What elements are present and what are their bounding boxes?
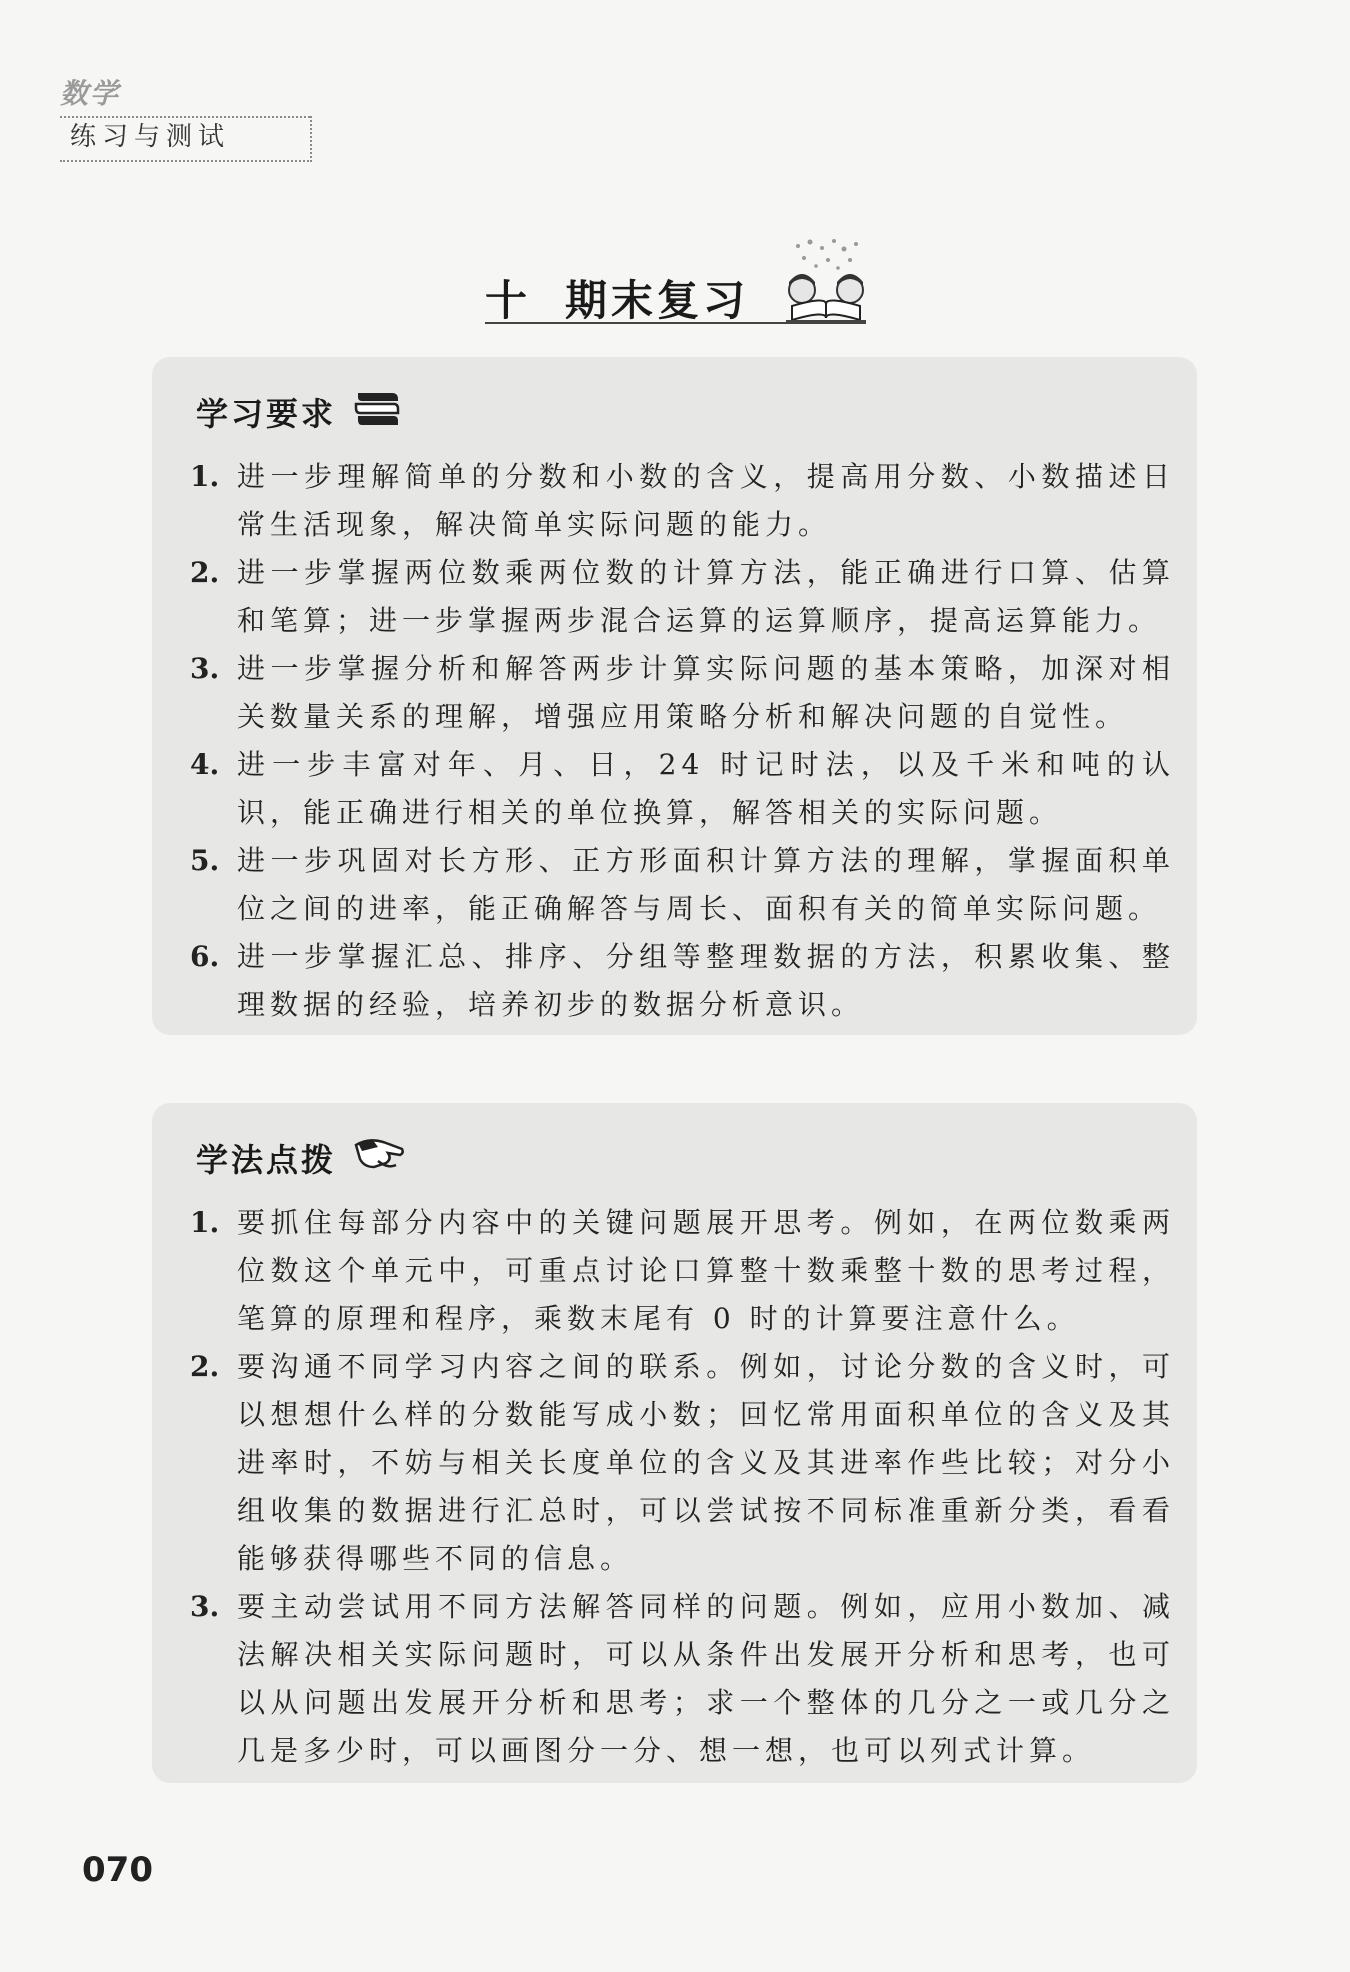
section-title-requirements: 学习要求 <box>196 395 337 433</box>
learning-requirements-section <box>152 357 1197 1035</box>
list-item: 1. 要抓住每部分内容中的关键问题展开思考。例如，在两位数乘两位数这个单元中，可重点讨论口算整十数乘整十数的思考过程，笔算的原理和程序，乘数末尾有 0 时的计算要注意什么。 <box>190 1206 1175 1335</box>
list-item: 3. 要主动尝试用不同方法解答同样的问题。例如，应用小数加、减法解决相关实际问题时，可以从条件出发展开分析和思考，也可以从问题出发展开分析和思考；求一个整体的几分之一或几分之几是多少时，可以画图分一分、想一想，也可以列式计算。 <box>190 1590 1175 1767</box>
requirements-list <box>190 453 1175 1029</box>
list-item: 2. 进一步掌握两位数乘两位数的计算方法，能正确进行口算、估算和笔算；进一步掌握两步混合运算的运算顺序，提高运算能力。 <box>190 556 1175 637</box>
list-item: 2. 要沟通不同学习内容之间的联系。例如，讨论分数的含义时，可以想想什么样的分数能写成小数；回忆常用面积单位的含义及其进率时，不妨与相关长度单位的含义及其进率作些比较；对分小组收集的数据进行汇总时，可以尝试按不同标准重新分类，看看能够获得哪些不同的信息。 <box>190 1350 1175 1575</box>
book-title-box <box>60 116 312 162</box>
running-header <box>60 72 231 152</box>
study-tips-section <box>152 1103 1197 1783</box>
list-item: 1. 进一步理解简单的分数和小数的含义，提高用分数、小数描述日常生活现象，解决简单实际问题的能力。 <box>190 460 1175 541</box>
chapter-heading <box>485 268 749 328</box>
chapter-title: 期末复习 <box>565 276 750 325</box>
book-stack-icon <box>352 387 402 429</box>
kids-reading-illustration <box>776 236 876 326</box>
pointing-hand-icon <box>352 1133 406 1173</box>
page-number: 070 <box>82 1850 153 1890</box>
list-item: 4. 进一步丰富对年、月、日，24 时记时法，以及千米和吨的认识，能正确进行相关的单位换算，解答相关的实际问题。 <box>190 748 1175 829</box>
chapter-number: 十 <box>485 276 532 325</box>
methods-list <box>190 1199 1175 1775</box>
list-item: 3. 进一步掌握分析和解答两步计算实际问题的基本策略，加深对相关数量关系的理解，增强应用策略分析和解决问题的自觉性。 <box>190 652 1175 733</box>
section-title-methods: 学法点拨 <box>196 1141 337 1179</box>
book-title: 练习与测试 <box>70 122 231 152</box>
list-item: 6. 进一步掌握汇总、排序、分组等整理数据的方法，积累收集、整理数据的经验，培养初步的数据分析意识。 <box>190 940 1175 1021</box>
subject-label: 数学 <box>60 77 121 110</box>
list-item: 5. 进一步巩固对长方形、正方形面积计算方法的理解，掌握面积单位之间的进率，能正确解答与周长、面积有关的简单实际问题。 <box>190 844 1175 925</box>
